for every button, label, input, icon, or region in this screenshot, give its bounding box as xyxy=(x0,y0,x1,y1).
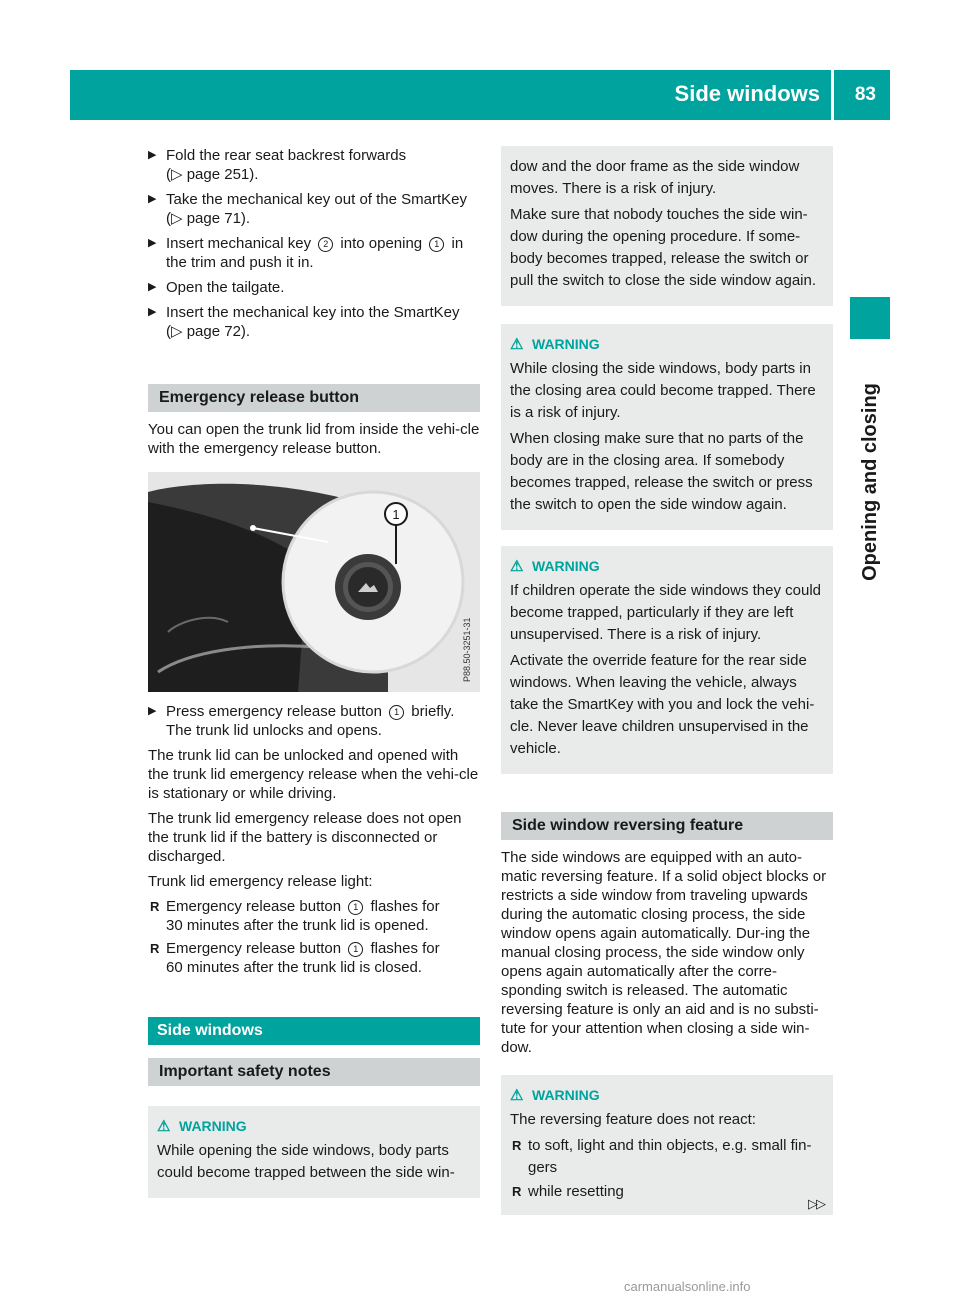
bullet-icon: R xyxy=(512,1184,522,1199)
step-arrow-icon: ▶ xyxy=(148,281,157,293)
warning-text: Activate the override feature for the rear side windows. When leaving the vehicle, always take the SmartKey with you and lock the vehi-cle. Never leave children unsupervised in the vehicle. xyxy=(510,652,815,757)
instruction-step: ▶ Open the tailgate. xyxy=(148,279,285,296)
emergency-intro: You can open the trunk lid from inside the vehi-cle with the emergency release button. xyxy=(148,421,480,457)
list-item: R while resetting xyxy=(510,1181,825,1203)
trunk-lid-photo xyxy=(148,472,480,692)
callout-number: 1 xyxy=(429,237,444,252)
warning-icon: ⚠ xyxy=(510,558,524,575)
side-windows-heading: Side windows xyxy=(148,1017,480,1045)
step-arrow-icon: ▶ xyxy=(148,306,157,318)
page-number: 83 xyxy=(854,84,876,105)
instruction-step: ▶ Insert mechanical key 2 into opening 1 in the trim and push it in. xyxy=(148,235,464,271)
paragraph: The trunk lid emergency release does not open the trunk lid if the battery is disconnected or discharged. xyxy=(148,810,462,865)
warning-text: While opening the side windows, body parts could become trapped between the side win- xyxy=(157,1142,455,1181)
callout-number: 2 xyxy=(318,237,333,252)
paragraph: The trunk lid can be unlocked and opened with the trunk lid emergency release when the vehi-cle is stationary or while driving. xyxy=(148,747,479,802)
warning-icon: ⚠ xyxy=(510,1087,524,1104)
warning-box xyxy=(148,1106,480,1198)
safety-notes-heading: Important safety notes xyxy=(148,1058,480,1086)
bullet-icon: R xyxy=(150,941,160,956)
callout-number: 1 xyxy=(348,900,363,915)
step-arrow-icon: ▶ xyxy=(148,705,157,717)
warning-box xyxy=(501,324,833,530)
page-reference-link[interactable]: page 72). xyxy=(186,323,251,340)
instruction-step: ▶ Press emergency release button 1 briefly. The trunk lid unlocks and opens. xyxy=(148,703,455,739)
paragraph: Trunk lid emergency release light: xyxy=(148,873,373,890)
warning-text: Make sure that nobody touches the side win-dow during the opening procedure. If some-body becomes trapped, release the switch or pull the switch to close the side window again. xyxy=(510,206,817,289)
warning-text: The reversing feature does not react: xyxy=(510,1111,756,1128)
emergency-release-heading: Emergency release button xyxy=(148,384,480,412)
instruction-step: ▶ Fold the rear seat backrest forwards (▷ page 251). xyxy=(148,147,407,183)
reversing-feature-heading: Side window reversing feature xyxy=(501,812,833,840)
warning-text: While closing the side windows, body parts in the closing area could become trapped. There is a risk of injury. xyxy=(510,360,816,421)
warning-text: dow and the door frame as the side window moves. There is a risk of injury. xyxy=(510,158,800,197)
warning-heading: ⚠ WARNING xyxy=(510,555,825,578)
header-divider xyxy=(831,70,834,120)
continue-icon: ▷▷ xyxy=(808,1196,824,1211)
watermark: carmanualsonline.info xyxy=(624,1279,751,1294)
instruction-step: ▶ Insert the mechanical key into the SmartKey (▷ page 72). xyxy=(148,304,460,340)
warning-text: If children operate the side windows they could become trapped, particularly if they are left unsupervised. There is a risk of injury. xyxy=(510,582,822,643)
page-reference-link[interactable]: page 251). xyxy=(186,166,259,183)
warning-heading: ⚠ WARNING xyxy=(157,1115,472,1138)
callout-number: 1 xyxy=(348,942,363,957)
list-item: R to soft, light and thin objects, e.g. small fin-gers xyxy=(512,1137,812,1176)
header-bar xyxy=(70,70,890,120)
step-arrow-icon: ▶ xyxy=(148,237,157,249)
list-item: R Emergency release button 1 flashes for 60 minutes after the trunk lid is closed. xyxy=(150,940,440,976)
left-column xyxy=(148,146,480,1198)
right-column xyxy=(501,146,833,1215)
figure-callout: 1 xyxy=(392,507,400,522)
warning-box-continued xyxy=(501,146,833,306)
warning-text: When closing make sure that no parts of the body are in the closing area. If somebody becomes trapped, release the switch or press the switch to open the side window again. xyxy=(510,430,813,513)
instruction-step: ▶ Take the mechanical key out of the SmartKey (▷ page 71). xyxy=(148,191,467,227)
bullet-icon: R xyxy=(512,1138,522,1153)
warning-heading: ⚠ WARNING xyxy=(510,333,825,356)
warning-box xyxy=(501,1075,833,1215)
warning-icon: ⚠ xyxy=(157,1118,171,1135)
warning-box xyxy=(501,546,833,774)
callout-number: 1 xyxy=(389,705,404,720)
page-reference-link[interactable]: page 71). xyxy=(186,210,251,227)
step-arrow-icon: ▶ xyxy=(148,193,157,205)
list-item: R Emergency release button 1 flashes for 30 minutes after the trunk lid is opened. xyxy=(150,898,440,934)
page-section-title: Side windows xyxy=(674,81,820,106)
reversing-feature-text: The side windows are equipped with an auto-matic reversing feature. If a solid object blocks or restricts a side window from traveling upwards during the automatic closing process, the side window opens again automatically. Dur-ing the manual closing process, the side window only opens again automatically after the corre-sponding switch is released. The automatic reversing feature is only an aid and is no substi-tute for your attention when closing a side win-dow. xyxy=(501,849,827,1056)
warning-icon: ⚠ xyxy=(510,336,524,353)
trunk-release-illustration xyxy=(148,472,480,692)
chapter-label: Opening and closing xyxy=(859,383,881,581)
warning-heading: ⚠ WARNING xyxy=(510,1084,825,1107)
figure-code: P88.50-3251-31 xyxy=(462,617,472,682)
step-arrow-icon: ▶ xyxy=(148,149,157,161)
bullet-icon: R xyxy=(150,899,160,914)
